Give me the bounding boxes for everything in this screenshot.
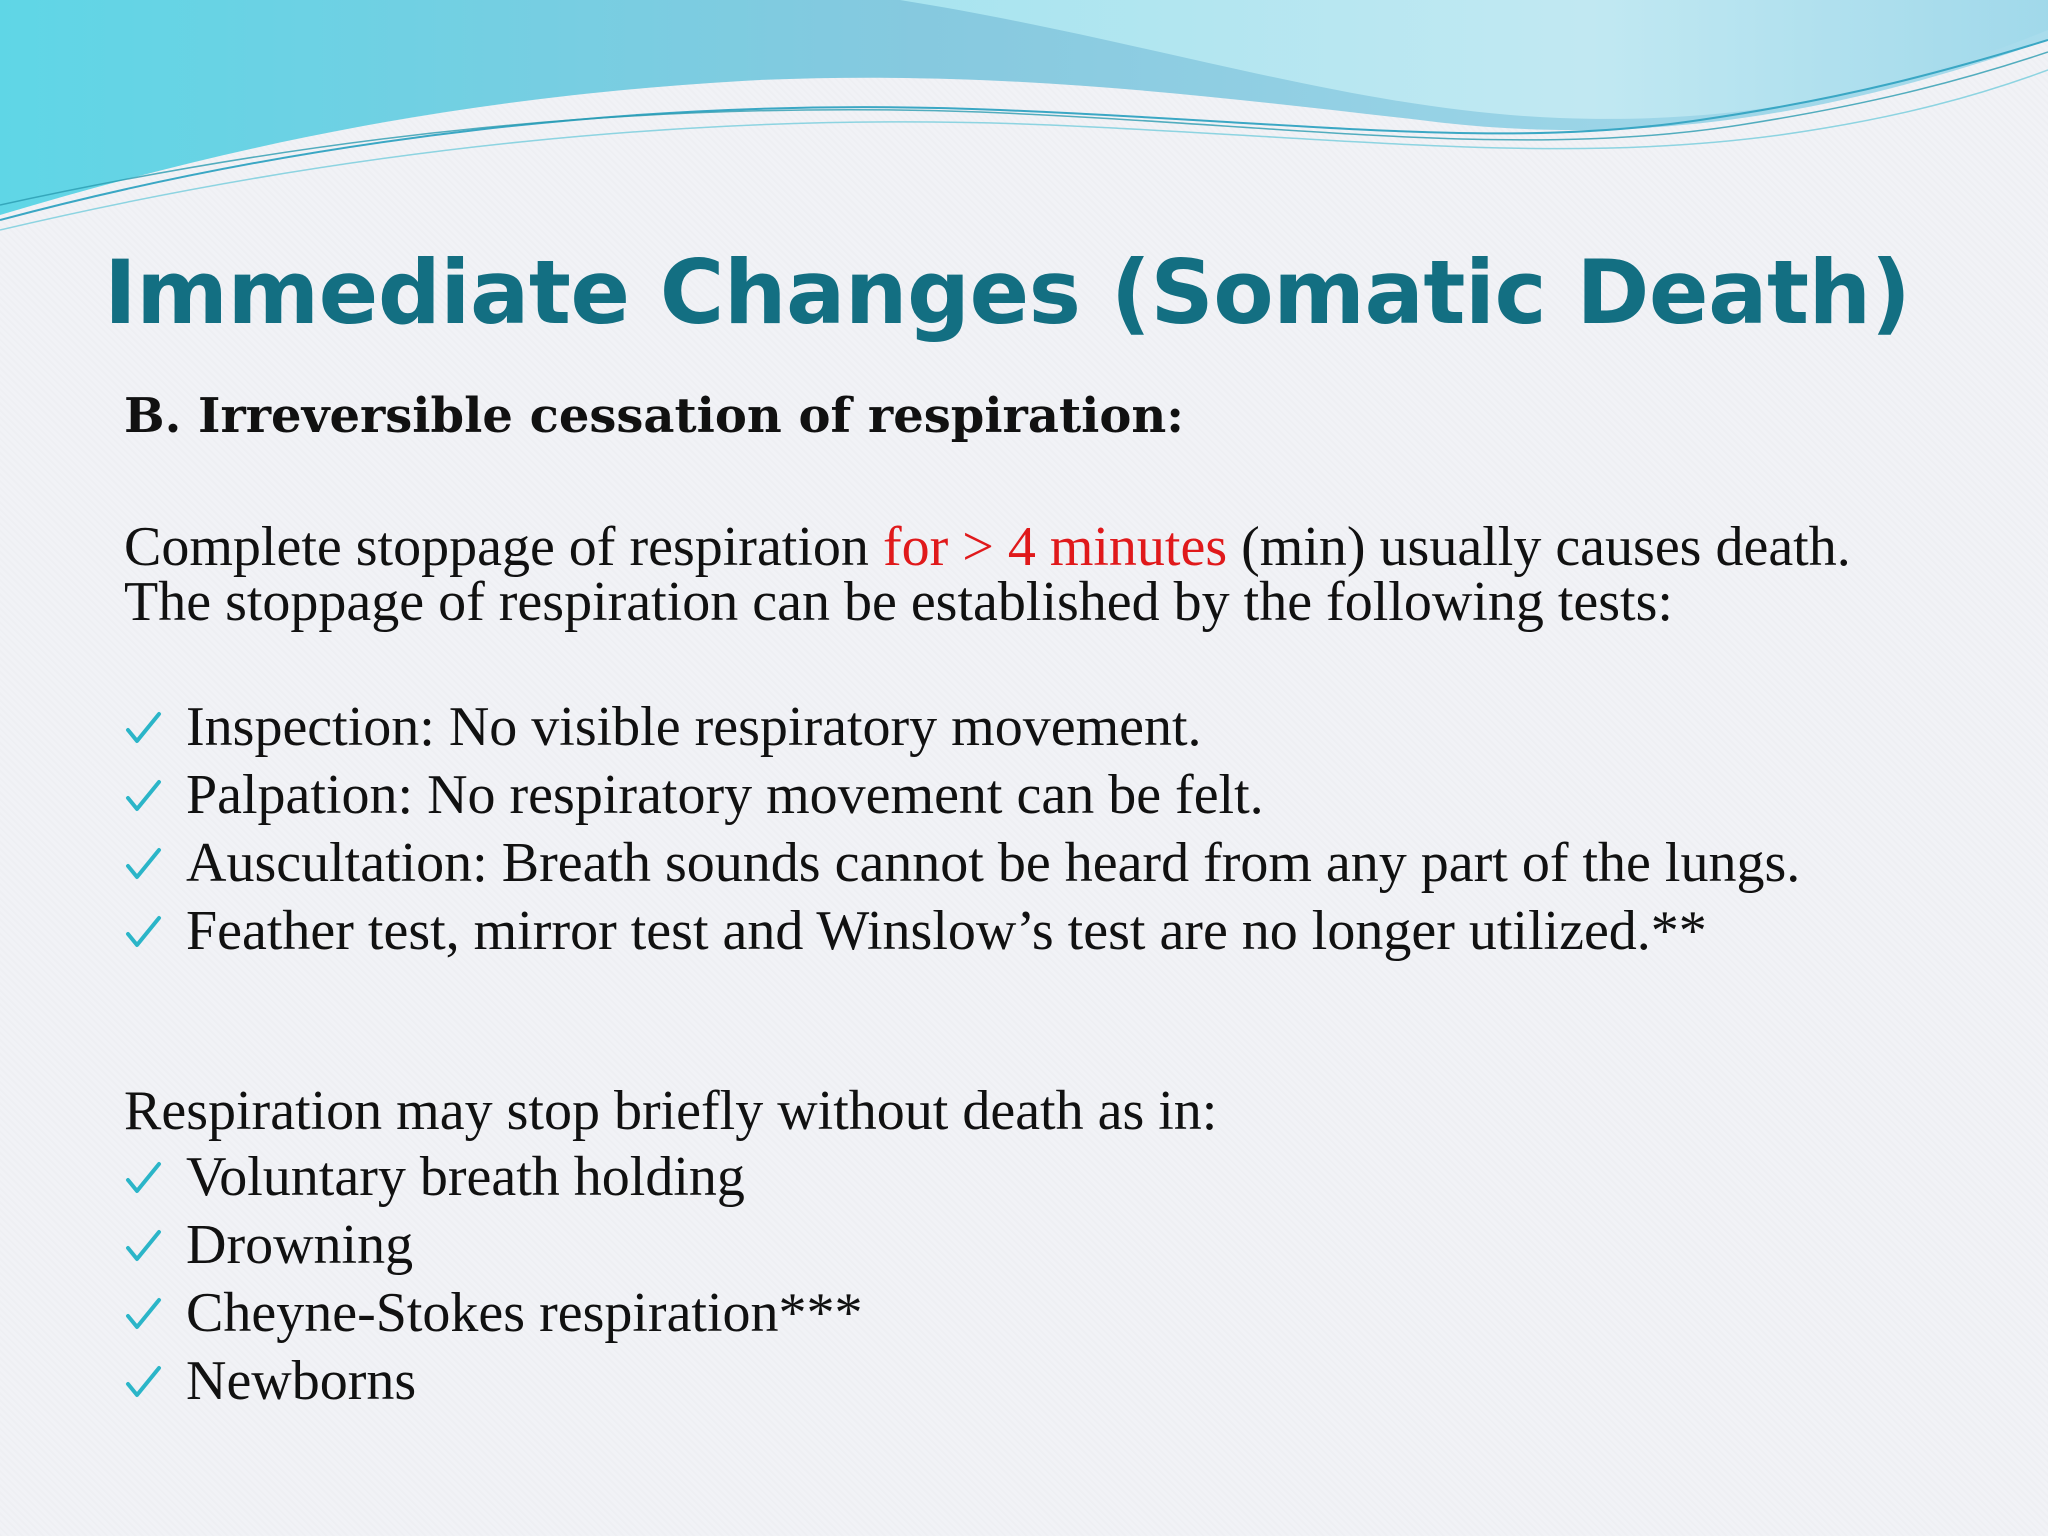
check-icon <box>124 768 164 823</box>
section-heading: B. Irreversible cessation of respiration: <box>124 388 1184 444</box>
list-item <box>124 832 1924 894</box>
check-icon <box>124 904 164 959</box>
intro-text-part2: (min) usually causes death. The stoppage of respiration can be established by the following tests: <box>124 516 1851 633</box>
list-item <box>124 1214 1924 1276</box>
list-item <box>124 696 1924 758</box>
list-item-text: Voluntary breath holding <box>186 1146 745 1208</box>
list-item-text: Auscultation: Breath sounds cannot be heard from any part of the lungs. <box>186 832 1801 894</box>
tests-list <box>124 696 1924 972</box>
list-item <box>124 764 1924 826</box>
list-item <box>124 1282 1924 1344</box>
brief-stop-list <box>124 1146 1924 1422</box>
list-item <box>124 1350 1924 1412</box>
list-item-text: Drowning <box>186 1214 414 1276</box>
check-icon <box>124 836 164 891</box>
check-icon <box>124 1286 164 1341</box>
list-item-text: Inspection: No visible respiratory movement. <box>186 696 1202 758</box>
header-wave-decoration <box>0 0 2048 240</box>
check-icon <box>124 700 164 755</box>
slide-title: Immediate Changes (Somatic Death) <box>104 241 1911 344</box>
list-item <box>124 900 1924 962</box>
intro-highlight: for > 4 minutes <box>882 516 1228 578</box>
list-item-text: Feather test, mirror test and Winslow’s test are no longer utilized.** <box>186 900 1707 962</box>
check-icon <box>124 1218 164 1273</box>
check-icon <box>124 1150 164 1205</box>
list-item-text: Cheyne-Stokes respiration*** <box>186 1282 863 1344</box>
check-icon <box>124 1354 164 1409</box>
brief-stop-intro: Respiration may stop briefly without death as in: <box>124 1080 1218 1142</box>
intro-paragraph <box>124 516 1924 633</box>
list-item-text: Palpation: No respiratory movement can be felt. <box>186 764 1264 826</box>
intro-text-part1: Complete stoppage of respiration <box>124 516 883 578</box>
list-item-text: Newborns <box>186 1350 417 1412</box>
list-item <box>124 1146 1924 1208</box>
